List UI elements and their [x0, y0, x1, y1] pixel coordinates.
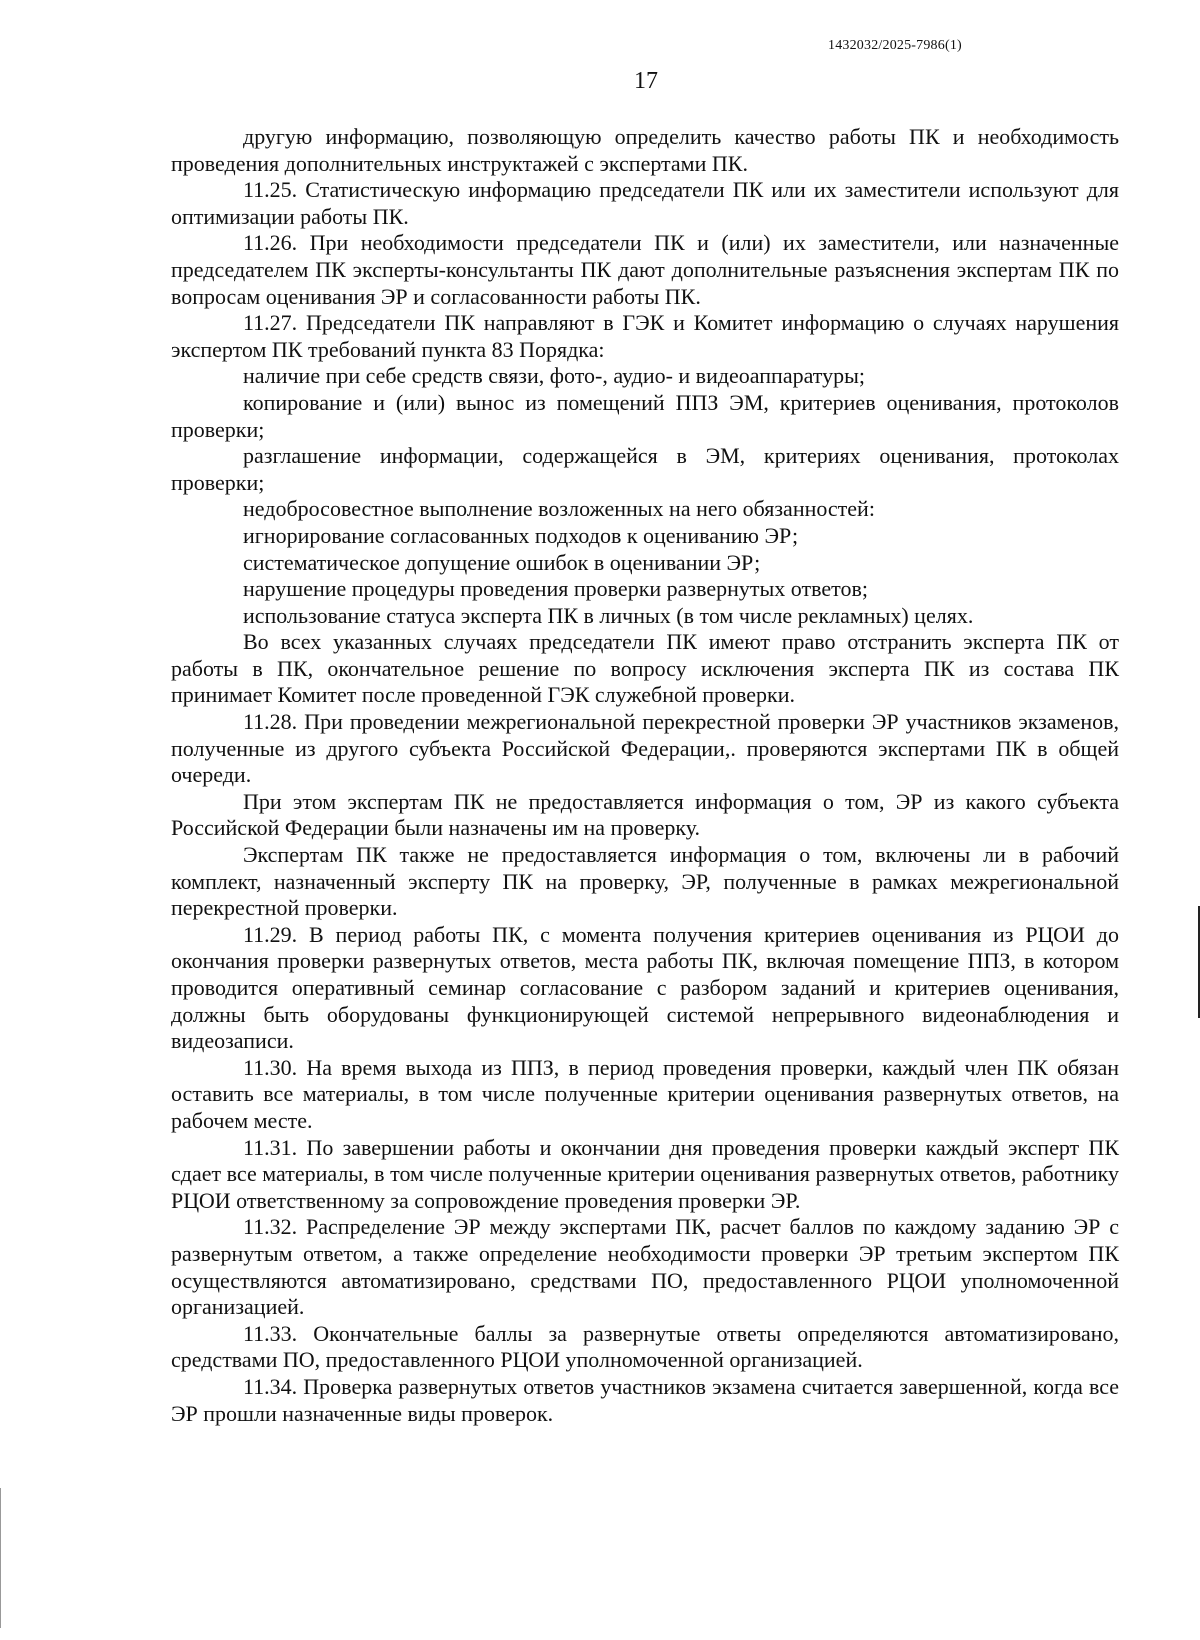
page-number: 17 — [634, 68, 658, 94]
paragraph-11-29: 11.29. В период работы ПК, с момента получения критериев оценивания из РЦОИ до окончания проверки развернутых ответов, места работы ПК, включая помещение ППЗ, в котором проводится оперативный семинар согласование с разбором заданий и критериев оценивания, должны быть оборудованы функционирующей системой непрерывного видеонаблюдения и видеозаписи. — [171, 921, 1119, 1054]
violation-item: наличие при себе средств связи, фото-, аудио- и видеоаппаратуры; — [243, 363, 866, 389]
document-id: 1432032/2025-7986(1) — [828, 38, 962, 53]
paragraph-continuation: другую информацию, позволяющую определить качество работы ПК и необходимость проведения дополнительных инструктажей с экспертами ПК. — [171, 124, 1119, 176]
violation-item: систематическое допущение ошибок в оценивании ЭР; — [243, 549, 761, 575]
paragraph-11-26: 11.26. При необходимости председатели ПК и (или) их заместители, или назначенные председателем ПК эксперты-консультанты ПК дают дополнительные разъяснения экспертам ПК по вопросам оценивания ЭР и согласованности работы ПК. — [171, 230, 1119, 309]
paragraph-11-25: 11.25. Статистическую информацию председатели ПК или их заместители используют для оптимизации работы ПК. — [171, 177, 1119, 229]
violation-item: нарушение процедуры проведения проверки развернутых ответов; — [243, 576, 868, 602]
document-body — [171, 124, 1119, 1427]
violation-item: недобросовестное выполнение возложенных на него обязанностей: — [243, 496, 875, 522]
scan-edge-mark — [0, 1488, 1, 1628]
violation-item: игнорирование согласованных подходов к оцениванию ЭР; — [243, 522, 799, 548]
paragraph-11-33: 11.33. Окончательные баллы за развернутые ответы определяются автоматизировано, средствами ПО, предоставленного РЦОИ уполномоченной организацией. — [171, 1320, 1119, 1373]
paragraph-11-27: 11.27. Председатели ПК направляют в ГЭК и Комитет информацию о случаях нарушения экспертом ПК требований пункта 83 Порядка: — [171, 310, 1119, 362]
violation-item: копирование и (или) вынос из помещений ППЗ ЭМ, критериев оценивания, протоколов проверки; — [171, 389, 1119, 442]
paragraph-11-28: 11.28. При проведении межрегиональной перекрестной проверки ЭР участников экзаменов, полученные из другого субъекта Российской Федерации,. проверяются экспертами ПК в общей очереди. — [171, 709, 1119, 788]
violation-item: использование статуса эксперта ПК в личных (в том числе рекламных) целях. — [243, 602, 974, 628]
paragraph-11-31: 11.31. По завершении работы и окончании дня проведения проверки каждый эксперт ПК сдает все материалы, в том числе полученные критерии оценивания развернутых ответов, работнику РЦОИ ответственному за сопровождение проведения проверки ЭР. — [171, 1134, 1119, 1213]
paragraph-no-origin-info: При этом экспертам ПК не предоставляется информация о том, ЭР из какого субъекта Российской Федерации были назначены им на проверку. — [171, 788, 1119, 841]
paragraph-11-32: 11.32. Распределение ЭР между экспертами ПК, расчет баллов по каждому заданию ЭР с развернутым ответом, а также определение необходимости проверки ЭР третьим экспертом ПК осуществляются автоматизировано, средствами ПО, предоставленного РЦОИ уполномоченной организацией. — [171, 1214, 1119, 1320]
violation-item: разглашение информации, содержащейся в ЭМ, критериях оценивания, протоколах проверки; — [171, 443, 1119, 495]
paragraph-11-34: 11.34. Проверка развернутых ответов участников экзамена считается завершенной, когда все ЭР прошли назначенные виды проверок. — [171, 1373, 1119, 1426]
paragraph-11-30: 11.30. На время выхода из ППЗ, в период проведения проверки, каждый член ПК обязан оставить все материалы, в том числе полученные критерии оценивания развернутых ответов, на рабочем месте. — [171, 1054, 1119, 1133]
paragraph-removal-right: Во всех указанных случаях председатели ПК имеют право отстранить эксперта ПК от работы в ПК, окончательное решение по вопросу исключения эксперта ПК из состава ПК принимает Комитет после проведенной ГЭК служебной проверки. — [171, 629, 1119, 708]
paragraph-no-crosscheck-info: Экспертам ПК также не предоставляется информация о том, включены ли в рабочий комплект, назначенный эксперту ПК на проверку, ЭР, полученные в рамках межрегиональной перекрестной проверки. — [171, 842, 1119, 921]
